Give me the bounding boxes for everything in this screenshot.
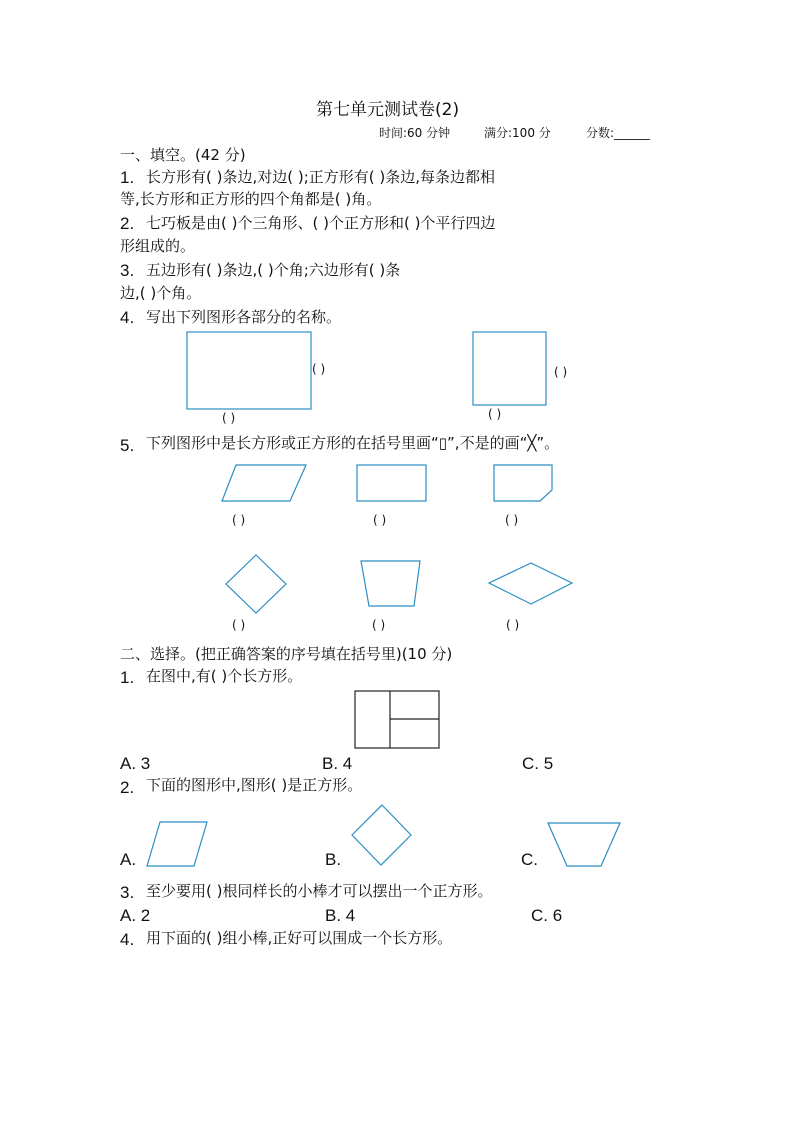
s2q1-number: 1. xyxy=(120,668,135,687)
q5-diamond-square xyxy=(226,555,286,613)
s2q2-option-b[interactable]: B. xyxy=(325,850,342,869)
q4-square xyxy=(473,332,546,405)
q5-number: 5. xyxy=(120,436,135,455)
q5-cut-rectangle xyxy=(494,465,552,501)
q4-number: 4. xyxy=(120,308,135,327)
s2q3-text: 至少要用( )根同样长的小棒才可以摆出一个正方形。 xyxy=(146,882,493,900)
s2q3-number: 3. xyxy=(120,883,135,902)
s2q3-option-b[interactable]: B. 4 xyxy=(325,906,356,925)
section2-heading: 二、选择。(把正确答案的序号填在括号里)(10 分) xyxy=(120,645,453,663)
q5-blank-5[interactable]: ( ) xyxy=(372,618,386,632)
q3-text-line2: 边,( )个角。 xyxy=(120,284,202,302)
section1-heading: 一、填空。(42 分) xyxy=(120,146,246,164)
q4-rectangle xyxy=(187,332,311,409)
s2q2-trapezoid xyxy=(548,823,620,866)
full-score-info: 满分:100 分 xyxy=(484,126,551,140)
s2q4-number: 4. xyxy=(120,930,135,949)
q5-rectangle xyxy=(357,465,426,501)
q4-rect-bottom-blank[interactable]: ( ) xyxy=(222,411,236,425)
q2-number: 2. xyxy=(120,214,135,233)
q5-blank-6[interactable]: ( ) xyxy=(506,618,520,632)
q5-blank-2[interactable]: ( ) xyxy=(373,513,387,527)
s2q2-text: 下面的图形中,图形( )是正方形。 xyxy=(146,776,363,794)
q1-number: 1. xyxy=(120,168,135,187)
q5-blank-4[interactable]: ( ) xyxy=(232,618,246,632)
s2q1-option-b[interactable]: B. 4 xyxy=(322,754,353,773)
s2q4-text: 用下面的( )组小棒,正好可以围成一个长方形。 xyxy=(146,929,453,947)
q2-text-line2: 形组成的。 xyxy=(120,237,196,255)
page-title: 第七单元测试卷(2) xyxy=(316,100,460,120)
s2q2-square xyxy=(352,805,411,865)
q1-text-line1: 长方形有( )条边,对边( );正方形有( )条边,每条边都相 xyxy=(146,168,496,186)
s2q1-option-a[interactable]: A. 3 xyxy=(120,754,151,773)
q5-blank-3[interactable]: ( ) xyxy=(505,513,519,527)
s2q1-text: 在图中,有( )个长方形。 xyxy=(146,667,303,685)
q2-text-line1: 七巧板是由( )个三角形、( )个正方形和( )个平行四边 xyxy=(146,214,496,232)
q3-number: 3. xyxy=(120,261,135,280)
q4-square-bottom-blank[interactable]: ( ) xyxy=(488,407,502,421)
s2q3-option-a[interactable]: A. 2 xyxy=(120,906,151,925)
q4-square-side-blank[interactable]: ( ) xyxy=(554,365,568,379)
q5-text: 下列图形中是长方形或正方形的在括号里画“▯”,不是的画“╳”。 xyxy=(146,434,560,452)
s2q2-number: 2. xyxy=(120,778,135,797)
s2q2-parallelogram xyxy=(147,822,207,866)
s2q3-option-c[interactable]: C. 6 xyxy=(531,906,563,925)
score-field[interactable]: 分数:______ xyxy=(586,126,651,140)
q4-rect-side-blank[interactable]: ( ) xyxy=(312,362,326,376)
s2q1-option-c[interactable]: C. 5 xyxy=(522,754,554,773)
q4-text: 写出下列图形各部分的名称。 xyxy=(146,308,342,326)
q3-text-line1: 五边形有( )条边,( )个角;六边形有( )条 xyxy=(146,261,401,279)
time-info: 时间:60 分钟 xyxy=(379,126,451,140)
q5-rhombus xyxy=(489,563,572,604)
s2q2-option-c[interactable]: C. xyxy=(521,850,538,869)
q1-text-line2: 等,长方形和正方形的四个角都是( )角。 xyxy=(120,190,382,208)
s2q2-option-a[interactable]: A. xyxy=(120,850,137,869)
q5-blank-1[interactable]: ( ) xyxy=(232,513,246,527)
q5-trapezoid xyxy=(361,561,420,606)
q5-parallelogram xyxy=(222,465,306,501)
